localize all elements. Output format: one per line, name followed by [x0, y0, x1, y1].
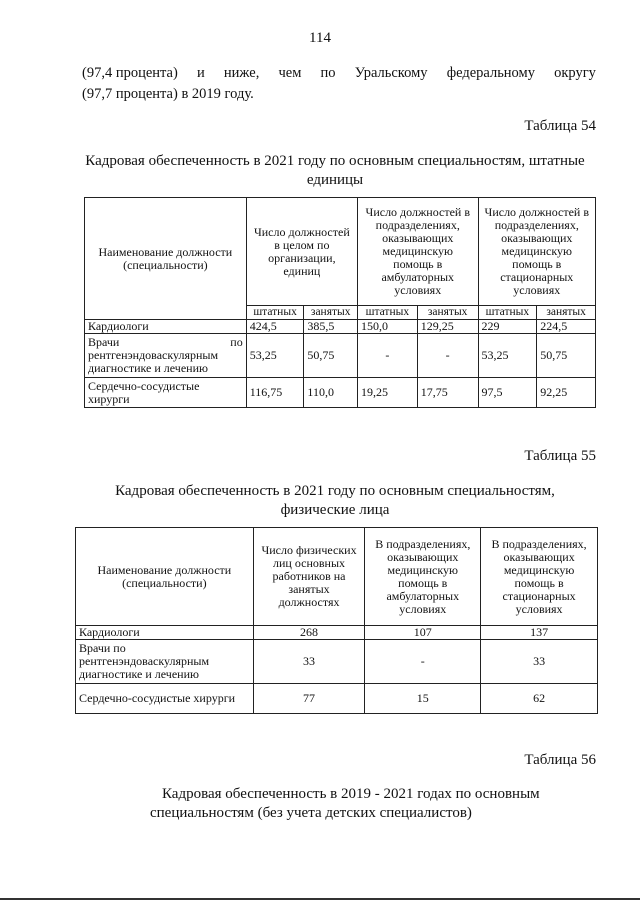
table-row — [85, 320, 596, 334]
word: чем — [278, 65, 302, 81]
table-56-title — [150, 785, 580, 823]
cell: 129,25 — [417, 320, 478, 334]
table-55 — [75, 527, 598, 714]
header-ambulatory: Число должностей в подразделениях, оказывающих медицинскую помощь в амбулаторных условиях — [357, 198, 478, 306]
table-54-title — [60, 152, 610, 190]
subheader: занятых — [417, 306, 478, 320]
cell: 53,25 — [478, 334, 537, 378]
word: федеральному — [446, 65, 535, 81]
word: (97,4 процента) — [82, 65, 178, 81]
cell: 137 — [481, 626, 598, 640]
header-stationary: Число должностей в подразделениях, оказывающих медицинскую помощь в стационарных условиях — [478, 198, 595, 306]
cell: 50,75 — [304, 334, 358, 378]
row-name: Кардиологи — [85, 320, 247, 334]
subheader: штатных — [246, 306, 304, 320]
cell: 229 — [478, 320, 537, 334]
cell: 15 — [365, 684, 481, 714]
header-name: Наименование должности (специальности) — [85, 198, 247, 320]
header-ambulatory: В подразделениях, оказывающих медицинскую помощь в амбулаторных условиях — [365, 528, 481, 626]
row-name: Сердечно-сосудистые хирурги — [76, 684, 254, 714]
word: и — [196, 65, 205, 81]
cell: 50,75 — [537, 334, 596, 378]
subheader: занятых — [537, 306, 596, 320]
row-name: Сердечно-сосудистые хирурги — [85, 378, 247, 408]
table-row — [85, 378, 596, 408]
table-55-label: Таблица 55 — [524, 448, 596, 464]
cell: 77 — [253, 684, 365, 714]
table-row — [76, 684, 598, 714]
cell: 110,0 — [304, 378, 358, 408]
cell: - — [357, 334, 417, 378]
cell: 17,75 — [417, 378, 478, 408]
cell: 33 — [481, 640, 598, 684]
title-line: физические лица — [280, 502, 390, 518]
intro-paragraph — [82, 63, 596, 105]
cell: 116,75 — [246, 378, 304, 408]
header-total: Число физических лиц основных работников на занятых должностях — [253, 528, 365, 626]
title-line: единицы — [306, 172, 364, 188]
bottom-rule — [0, 898, 640, 900]
cell: 92,25 — [537, 378, 596, 408]
cell: 62 — [481, 684, 598, 714]
cell: 33 — [253, 640, 365, 684]
table-54 — [84, 197, 596, 408]
cell: 19,25 — [357, 378, 417, 408]
table-56-label: Таблица 56 — [524, 752, 596, 768]
row-name: Врачи по рентгенэндоваскулярным диагностике и лечению — [85, 334, 247, 378]
table-row — [76, 640, 598, 684]
header-org: Число должностей в целом по организации, единиц — [246, 198, 357, 306]
subheader: занятых — [304, 306, 358, 320]
page-number: 114 — [309, 30, 331, 46]
cell: 385,5 — [304, 320, 358, 334]
paragraph-line-2: (97,7 процента) в 2019 году. — [82, 86, 254, 102]
cell: 150,0 — [357, 320, 417, 334]
title-line: Кадровая обеспеченность в 2021 году по основным специальностям, штатные — [85, 153, 585, 169]
word: ниже, — [223, 65, 260, 81]
cell: - — [365, 640, 481, 684]
paragraph-line-1 — [82, 63, 596, 84]
title-line: Кадровая обеспеченность в 2019 - 2021 годах по основным — [162, 786, 540, 802]
cell: 268 — [253, 626, 365, 640]
cell: 53,25 — [246, 334, 304, 378]
cell: 424,5 — [246, 320, 304, 334]
row-name: Врачи по рентгенэндоваскулярным диагностике и лечению — [76, 640, 254, 684]
row-name: Кардиологи — [76, 626, 254, 640]
title-line: специальностям (без учета детских специалистов) — [150, 805, 472, 821]
word: округу — [554, 65, 596, 81]
cell: 107 — [365, 626, 481, 640]
table-55-title — [60, 482, 610, 520]
table-row — [85, 334, 596, 378]
word: Уральскому — [354, 65, 428, 81]
table-54-label: Таблица 54 — [524, 118, 596, 134]
cell: - — [417, 334, 478, 378]
table-row — [76, 626, 598, 640]
header-name: Наименование должности (специальности) — [76, 528, 254, 626]
cell: 97,5 — [478, 378, 537, 408]
subheader: штатных — [478, 306, 537, 320]
header-stationary: В подразделениях, оказывающих медицинскую помощь в стационарных условиях — [481, 528, 598, 626]
cell: 224,5 — [537, 320, 596, 334]
word: по — [320, 65, 336, 81]
title-line: Кадровая обеспеченность в 2021 году по основным специальностям, — [115, 483, 555, 499]
subheader: штатных — [357, 306, 417, 320]
